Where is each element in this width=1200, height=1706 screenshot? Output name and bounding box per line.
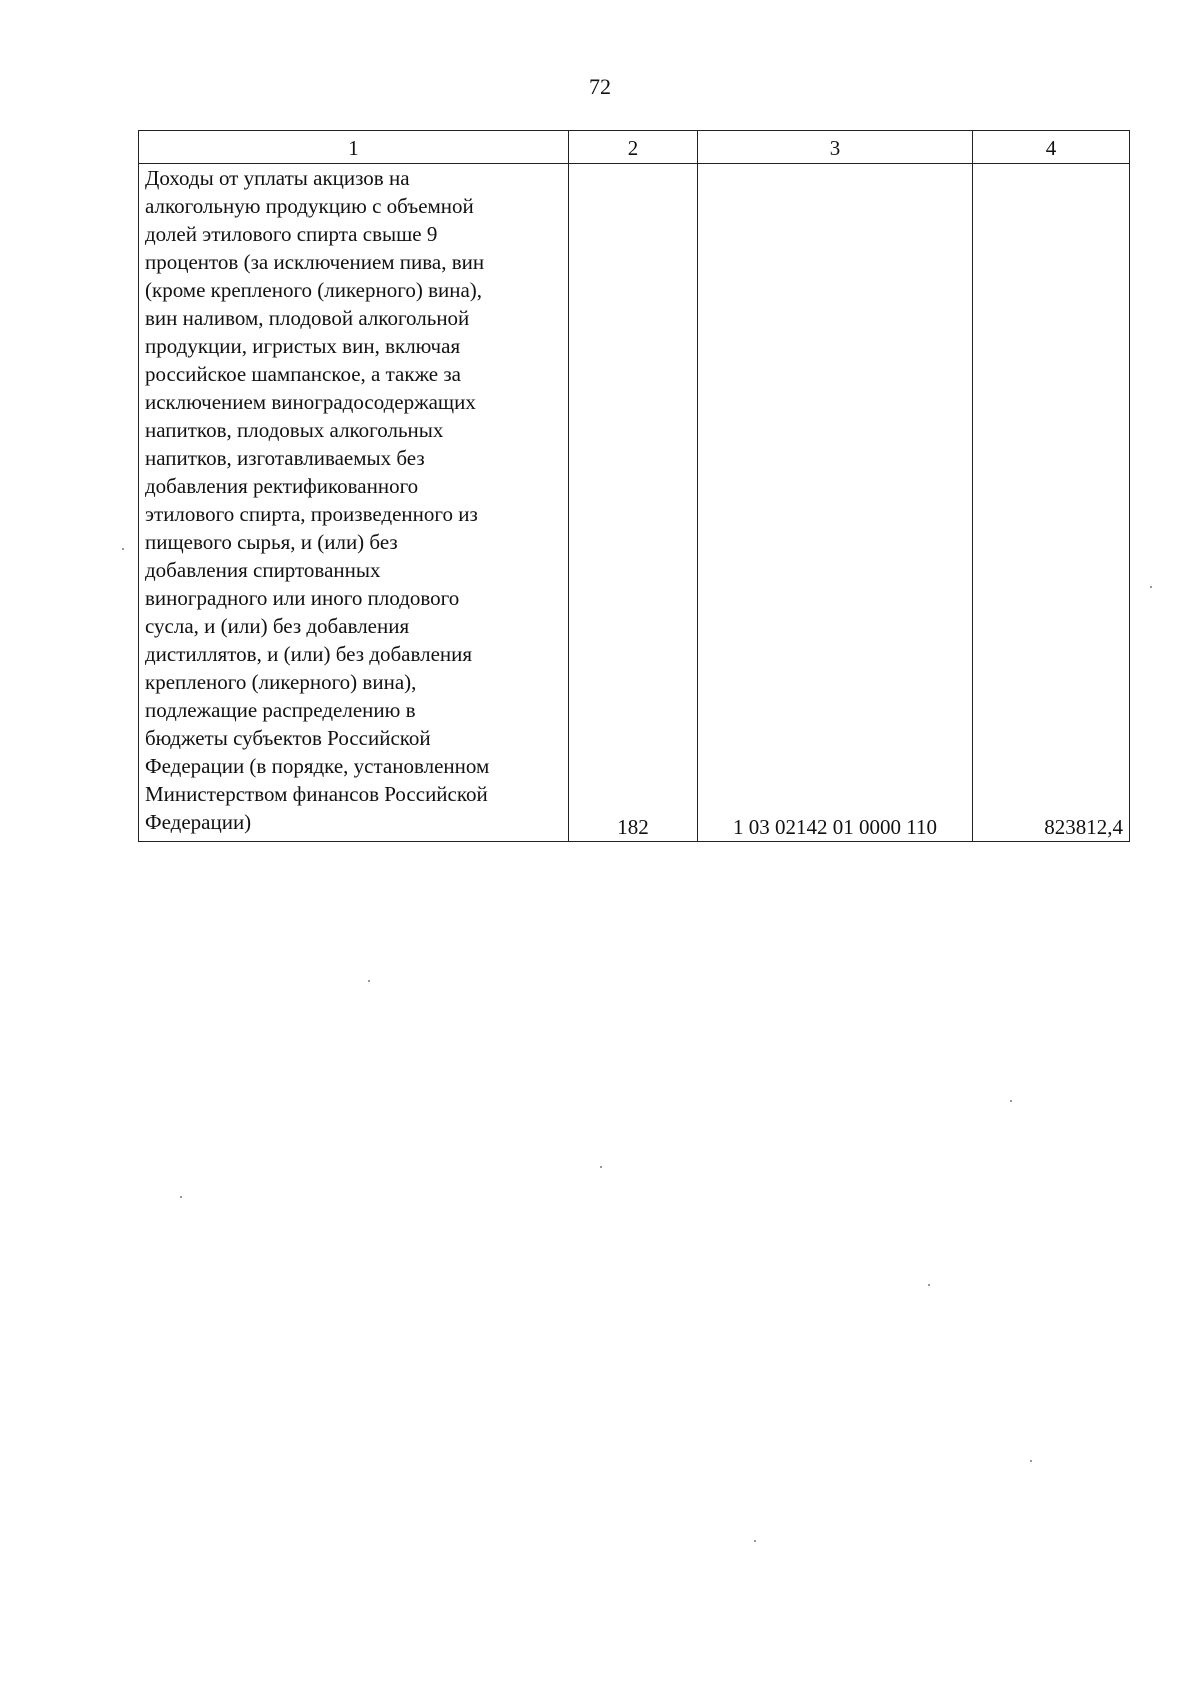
header-row xyxy=(139,131,1130,164)
admin-code-cell: 182 xyxy=(569,164,698,842)
classification-code-cell: 1 03 02142 01 0000 110 xyxy=(698,164,973,842)
page-number: 72 xyxy=(589,74,611,99)
scan-speck xyxy=(1030,1460,1032,1462)
header-col-3: 3 xyxy=(698,131,973,164)
scan-speck xyxy=(1150,586,1152,588)
scan-speck xyxy=(1010,1100,1012,1102)
header-col-1: 1 xyxy=(139,131,569,164)
scan-speck xyxy=(122,548,124,550)
header-col-2: 2 xyxy=(569,131,698,164)
scan-speck xyxy=(368,980,370,982)
revenue-table xyxy=(138,130,1130,842)
scan-speck xyxy=(600,1166,602,1168)
revenue-description-cell: Доходы от уплаты акцизов на алкогольную продукцию с объемной долей этилового спирта свыше 9 процентов (за исключением пива, вин (кроме крепленого (ликерного) вина), вин наливом, плодовой алкогольной продукции, игристых вин, включая российское шампанское, а также за исключением виноградосодержащих напитков, плодовых алкогольных напитков, изготавливаемых без добавления ректификованного этилового спирта, произведенного из пищевого сырья, и (или) без добавления спиртованных виноградного или иного плодового сусла, и (или) без добавления дистиллятов, и (или) без добавления крепленого (ликерного) вина), подлежащие распределению в бюджеты субъектов Российской Федерации (в порядке, установленном Министерством финансов Российской Федерации) xyxy=(139,164,569,842)
table-header xyxy=(139,131,1130,164)
amount-cell: 823812,4 xyxy=(973,164,1130,842)
table-row xyxy=(139,164,1130,842)
header-col-4: 4 xyxy=(973,131,1130,164)
table-body xyxy=(139,164,1130,842)
scan-speck xyxy=(928,1284,930,1286)
scan-speck xyxy=(754,1540,756,1542)
scan-speck xyxy=(180,1196,182,1198)
